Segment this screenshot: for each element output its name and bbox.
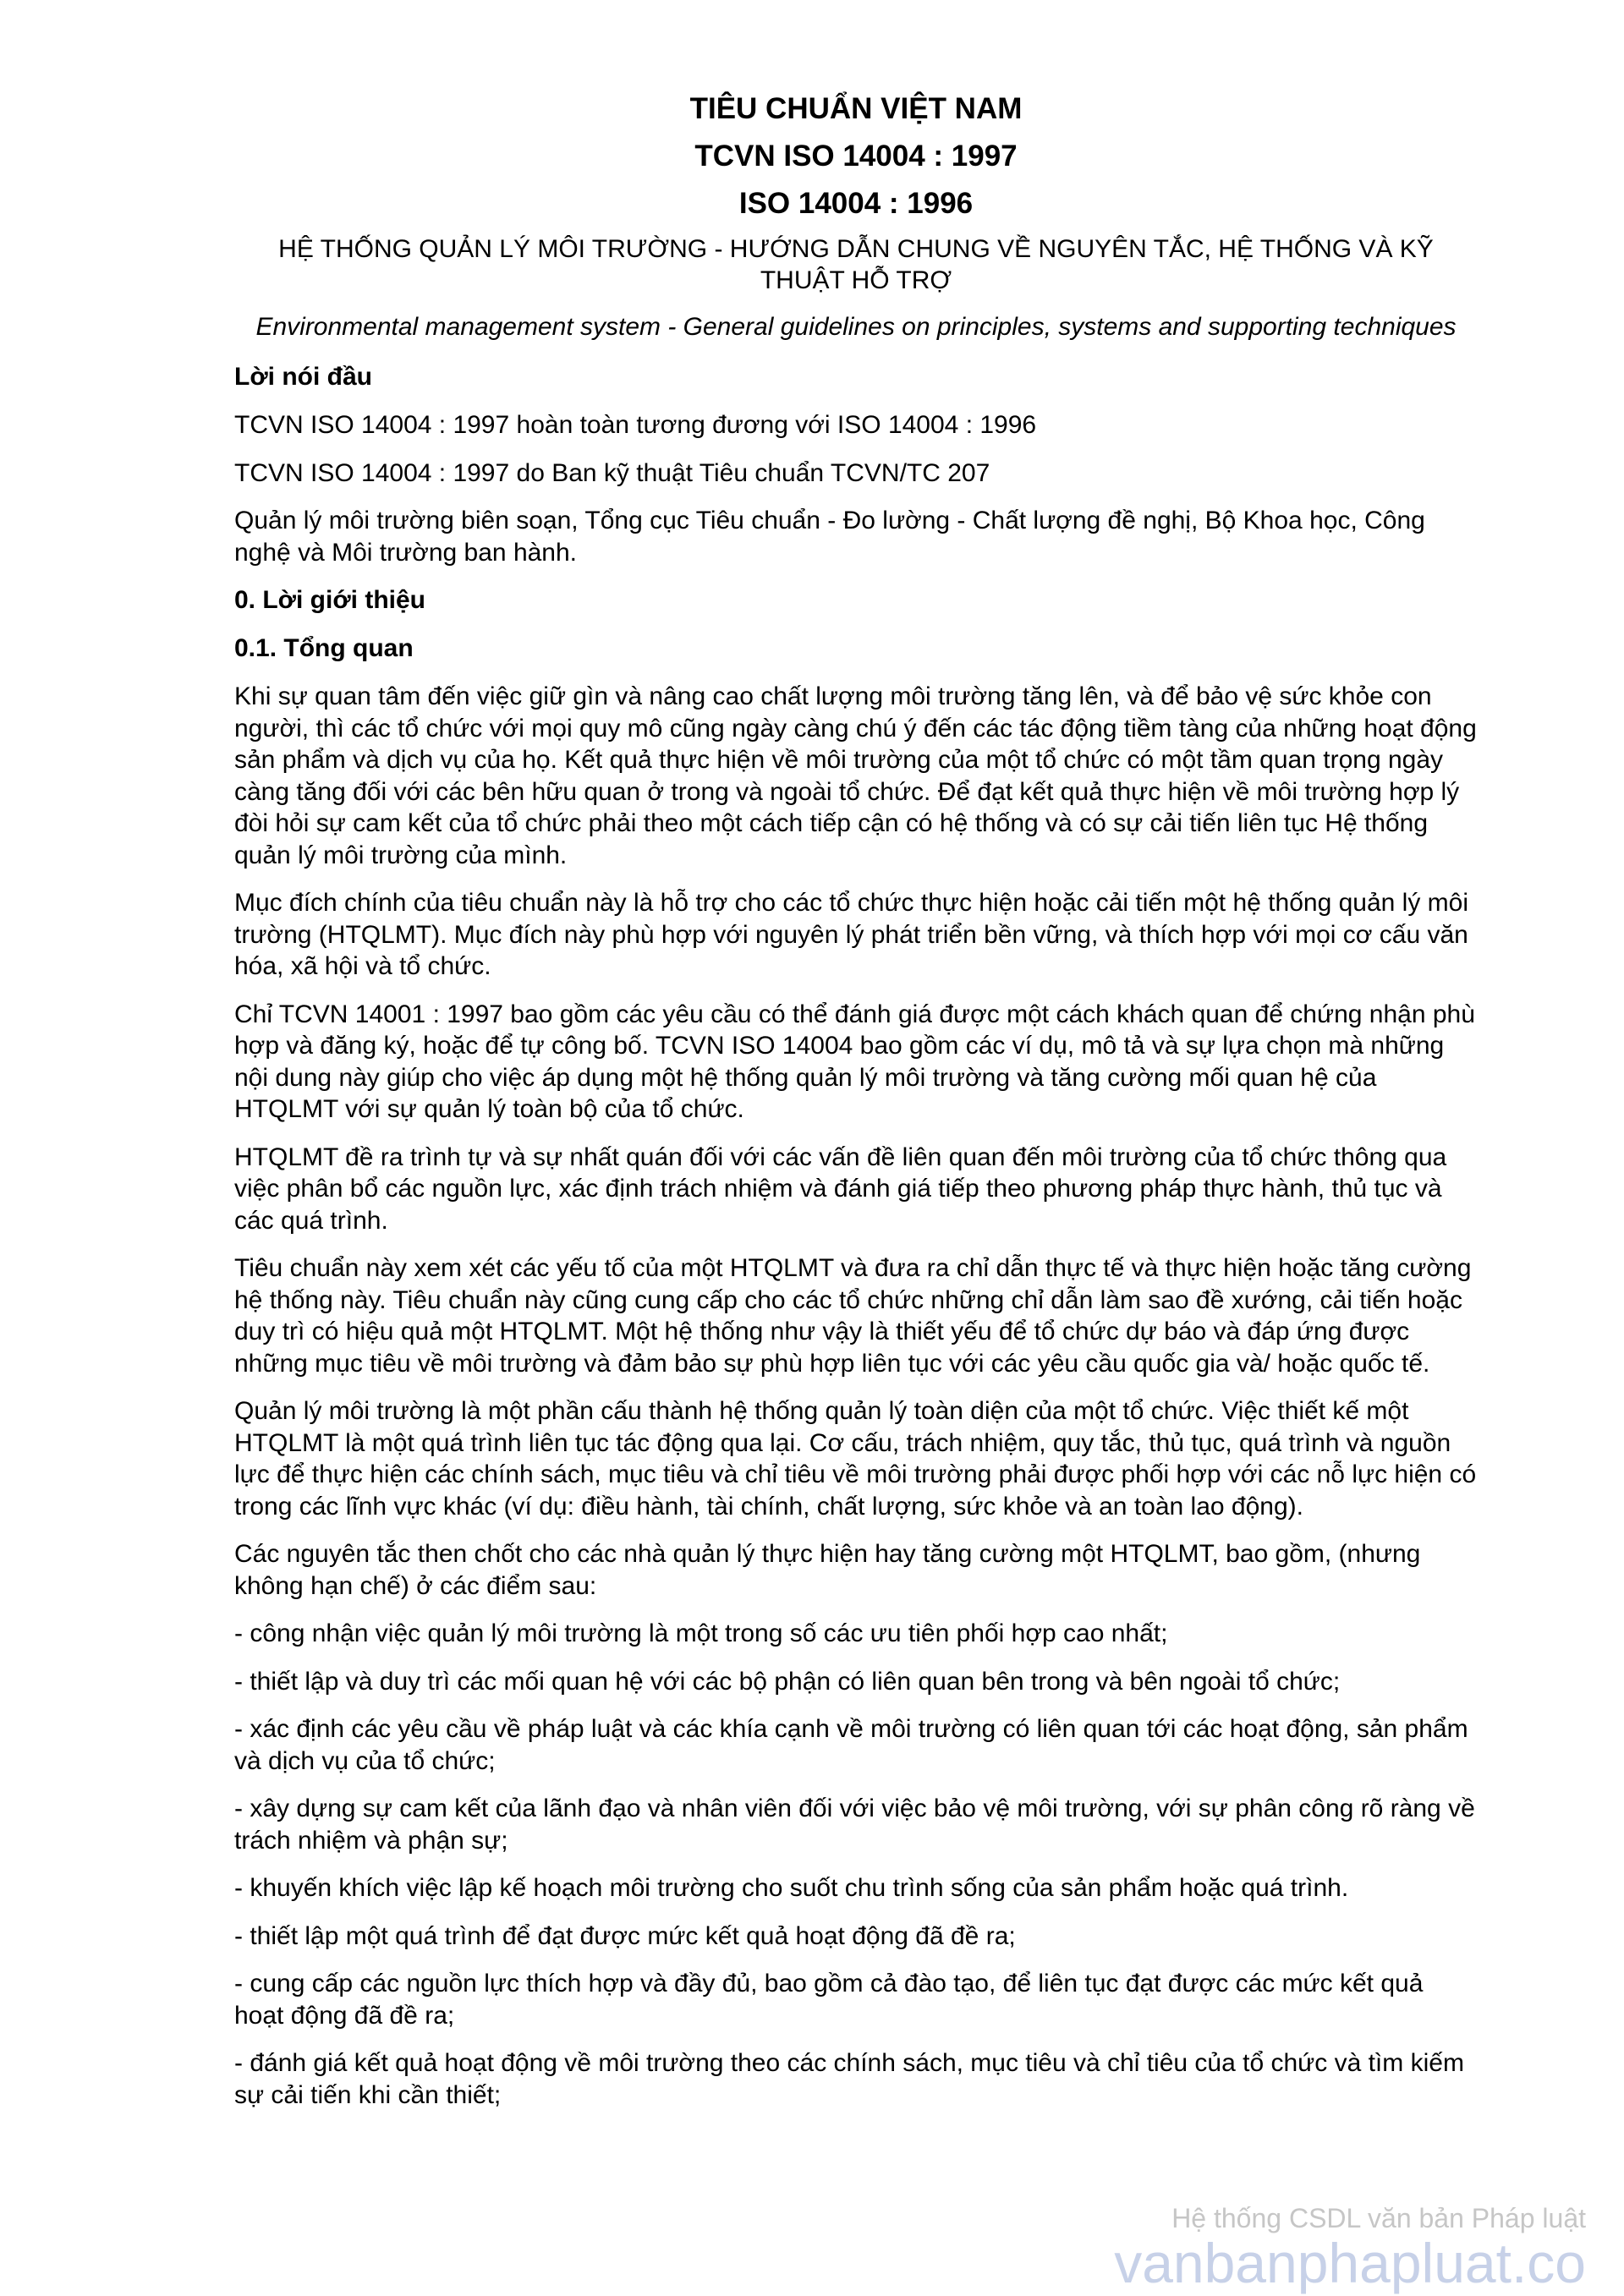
watermark-caption: Hệ thống CSDL văn bản Pháp luật (1171, 2203, 1586, 2233)
document-title-vietnamese: HỆ THỐNG QUẢN LÝ MÔI TRƯỜNG - HƯỚNG DẪN CHUNG VỀ NGUYÊN TẮC, HỆ THỐNG VÀ KỸ THUẬT HỖ TRỢ (278, 235, 1434, 294)
introduction-section (234, 584, 1478, 2111)
body-paragraph: Chỉ TCVN 14001 : 1997 bao gồm các yêu cầu có thể đánh giá được một cách khách quan để chứng nhận phù hợp và đăng ký, hoặc để tự công bố. TCVN ISO 14004 bao gồm các ví dụ, mô tả và sự lựa chọn mà những nội dung này giúp cho việc áp dụng một hệ thống quản lý môi trường và tăng cường mối quan hệ của HTQLMT với sự quản lý toàn bộ của tổ chức. (234, 1000, 1475, 1123)
list-item: - thiết lập và duy trì các mối quan hệ với các bộ phận có liên quan bên trong và bên ngoài tổ chức; (234, 1667, 1341, 1696)
foreword-section (234, 361, 1478, 568)
site-watermark (1114, 2203, 1586, 2293)
document-header (234, 91, 1478, 342)
list-item: - xây dựng sự cam kết của lãnh đạo và nhân viên đối với việc bảo vệ môi trường, với sự phân công rõ ràng về trách nhiệm và phận sự; (234, 1795, 1475, 1855)
standard-number-tcvn: TCVN ISO 14004 : 1997 (694, 140, 1018, 173)
foreword-heading: Lời nói đầu (234, 363, 372, 391)
watermark-site-name: vanbanphapluat.co (1114, 2232, 1586, 2294)
foreword-paragraph: TCVN ISO 14004 : 1997 hoàn toàn tương đương với ISO 14004 : 1996 (234, 411, 1037, 439)
body-paragraph: Tiêu chuẩn này xem xét các yếu tố của một HTQLMT và đưa ra chỉ dẫn thực tế và thực hiện hoặc tăng cường hệ thống này. Tiêu chuẩn này cũng cung cấp cho các tổ chức những chỉ dẫn làm sao đề xướng, cải tiến hoặc duy trì có hiệu quả một HTQLMT. Một hệ thống như vậy là thiết yếu để tổ chức dự báo và đáp ứng được những mục tiêu về môi trường và đảm bảo sự phù hợp liên tục với các yêu cầu quốc gia và/ hoặc quốc tế. (234, 1254, 1472, 1378)
list-item: - công nhận việc quản lý môi trường là một trong số các ưu tiên phối hợp cao nhất; (234, 1619, 1168, 1647)
body-paragraph: Khi sự quan tâm đến việc giữ gìn và nâng cao chất lượng môi trường tăng lên, và để bảo vệ sức khỏe con người, thì các tổ chức với mọi quy mô cũng ngày càng chú ý đến các tác động tiềm tàng của những hoạt động sản phẩm và dịch vụ của họ. Kết quả thực hiện về môi trường của một tổ chức có một tầm quan trọng ngày càng tăng đối với các bên hữu quan ở trong và ngoài tổ chức. Để đạt kết quả thực hiện về môi trường hợp lý đòi hỏi sự cam kết của tổ chức phải theo một cách tiếp cận có hệ thống và có sự cải tiến liên tục Hệ thống quản lý môi trường của mình. (234, 682, 1477, 869)
document-page (234, 91, 1478, 2127)
introduction-heading: 0. Lời giới thiệu (234, 586, 425, 614)
list-item: - xác định các yêu cầu về pháp luật và các khía cạnh về môi trường có liên quan tới các hoạt động, sản phẩm và dịch vụ của tổ chức; (234, 1715, 1468, 1775)
body-paragraph: Các nguyên tắc then chốt cho các nhà quản lý thực hiện hay tăng cường một HTQLMT, bao gồm, (nhưng không hạn chế) ở các điểm sau: (234, 1540, 1421, 1600)
body-paragraph: Mục đích chính của tiêu chuẩn này là hỗ trợ cho các tổ chức thực hiện hoặc cải tiến một hệ thống quản lý môi trường (HTQLMT). Mục đích này phù hợp với nguyên lý phát triển bền vững, và thích hợp với mọi cơ cấu văn hóa, xã hội và tổ chức. (234, 889, 1468, 980)
standard-country-title: TIÊU CHUẨN VIỆT NAM (689, 92, 1023, 125)
document-title-english: Environmental management system - General guidelines on principles, systems and supporting techniques (255, 313, 1457, 341)
foreword-paragraph: TCVN ISO 14004 : 1997 do Ban kỹ thuật Tiêu chuẩn TCVN/TC 207 (234, 458, 990, 487)
standard-number-iso: ISO 14004 : 1996 (738, 187, 974, 220)
body-paragraph: HTQLMT đề ra trình tự và sự nhất quán đối với các vấn đề liên quan đến môi trường của tổ chức thông qua việc phân bổ các nguồn lực, xác định trách nhiệm và đánh giá tiếp theo phương pháp thực hành, thủ tục và các quá trình. (234, 1143, 1447, 1235)
list-item: - thiết lập một quá trình để đạt được mức kết quả hoạt động đã đề ra; (234, 1921, 1016, 1950)
foreword-paragraph: Quản lý môi trường biên soạn, Tổng cục Tiêu chuẩn - Đo lường - Chất lượng đề nghị, Bộ Khoa học, Công nghệ và Môi trường ban hành. (234, 507, 1425, 567)
list-item: - cung cấp các nguồn lực thích hợp và đầy đủ, bao gồm cả đào tạo, để liên tục đạt được các mức kết quả hoạt động đã đề ra; (234, 1970, 1424, 2030)
list-item: - đánh giá kết quả hoạt động về môi trường theo các chính sách, mục tiêu và chỉ tiêu của tổ chức và tìm kiếm sự cải tiến khi cần thiết; (234, 2049, 1464, 2109)
list-item: - khuyến khích việc lập kế hoạch môi trường cho suốt chu trình sống của sản phẩm hoặc quá trình. (234, 1874, 1349, 1902)
overview-heading: 0.1. Tổng quan (234, 634, 414, 662)
body-paragraph: Quản lý môi trường là một phần cấu thành hệ thống quản lý toàn diện của một tổ chức. Việc thiết kế một HTQLMT là một quá trình liên tục tác động qua lại. Cơ cấu, trách nhiệm, quy tắc, thủ tục, quá trình và nguồn lực để thực hiện các chính sách, mục tiêu và chỉ tiêu về môi trường phải được phối hợp với các nỗ lực hiện có trong các lĩnh vực khác (ví dụ: điều hành, tài chính, chất lượng, sức khỏe và an toàn lao động). (234, 1397, 1477, 1521)
